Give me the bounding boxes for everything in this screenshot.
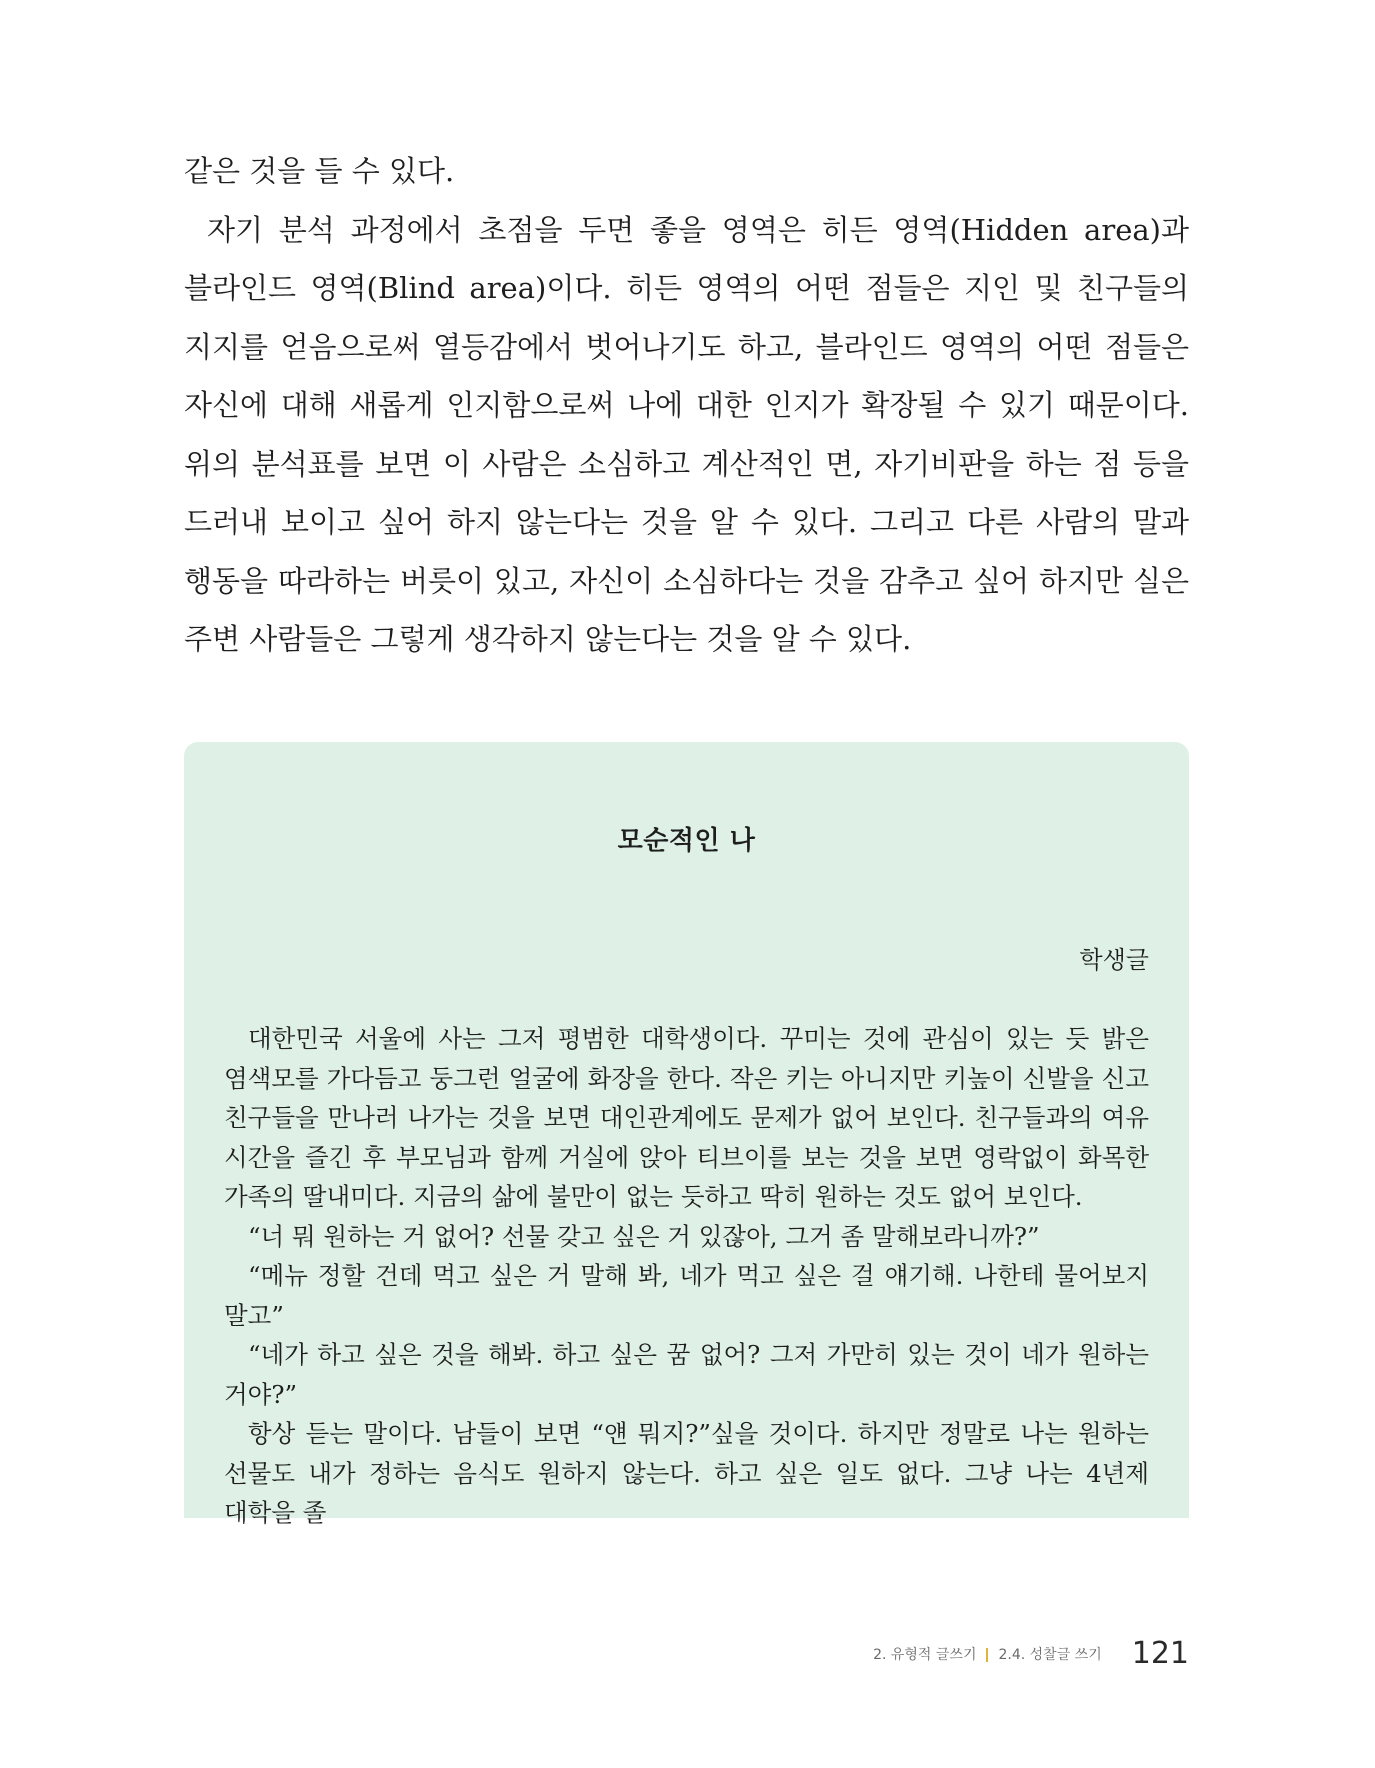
essay-paragraph: “너 뭐 원하는 거 없어? 선물 갖고 싶은 거 있잖아, 그거 좀 말해보라니까?”	[248, 1221, 1040, 1251]
footer-chapter: 2. 유형적 글쓰기	[873, 1647, 977, 1663]
essay-paragraph: 대한민국 서울에 사는 그저 평범한 대학생이다. 꾸미는 것에 관심이 있는 듯 밝은 염색모를 가다듬고 둥그런 얼굴에 화장을 한다. 작은 키는 아니지만 키높이 신발을 신고 친구들을 만나러 나가는 것을 보면 대인관계에도 문제가 없어 보인다. 친구들과의 여유 시간을 즐긴 후 부모님과 함께 거실에 앉아 티브이를 보는 것을 보면 영락없이 화목한 가족의 딸내미다. 지금의 삶에 불만이 없는 듯하고 딱히 원하는 것도 없어 보인다.	[224, 1024, 1149, 1211]
essay-author: 학생글	[1079, 946, 1149, 974]
body-paragraph-1: 같은 것을 들 수 있다.	[184, 154, 455, 188]
essay-paragraph: “네가 하고 싶은 것을 해봐. 하고 싶은 꿈 없어? 그저 가만히 있는 것이 네가 원하는 거야?”	[224, 1340, 1149, 1409]
page-number: 121	[1131, 1636, 1189, 1671]
essay-paragraph: 항상 듣는 말이다. 남들이 보면 “얜 뭐지?”싶을 것이다. 하지만 정말로 나는 원하는 선물도 내가 정하는 음식도 원하지 않는다. 하고 싶은 일도 없다. 그냥 나는 4년제 대학을 졸	[224, 1419, 1149, 1527]
page-footer	[873, 1626, 1189, 1672]
footer-section: 2.4. 성찰글 쓰기	[998, 1647, 1102, 1663]
essay-text	[224, 1019, 1149, 1533]
body-text	[184, 142, 1189, 669]
essay-paragraph: “메뉴 정할 건데 먹고 싶은 거 말해 봐, 네가 먹고 싶은 걸 얘기해. 나한테 물어보지 말고”	[224, 1261, 1149, 1330]
student-essay-box	[184, 742, 1189, 1527]
essay-title: 모순적인 나	[617, 826, 756, 856]
footer-separator	[986, 1648, 988, 1662]
body-paragraph-2: 자기 분석 과정에서 초점을 두면 좋을 영역은 히든 영역(Hidden area)과 블라인드 영역(Blind area)이다. 히든 영역의 어떤 점들은 지인 및 친구들의 지지를 얻음으로써 열등감에서 벗어나기도 하고, 블라인드 영역의 어떤 점들은 자신에 대해 새롭게 인지함으로써 나에 대한 인지가 확장될 수 있기 때문이다. 위의 분석표를 보면 이 사람은 소심하고 계산적인 면, 자기비판을 하는 점 등을 드러내 보이고 싶어 하지 않는다는 것을 알 수 있다. 그리고 다른 사람의 말과 행동을 따라하는 버릇이 있고, 자신이 소심하다는 것을 감추고 싶어 하지만 실은 주변 사람들은 그렇게 생각하지 않는다는 것을 알 수 있다.	[184, 212, 1189, 656]
